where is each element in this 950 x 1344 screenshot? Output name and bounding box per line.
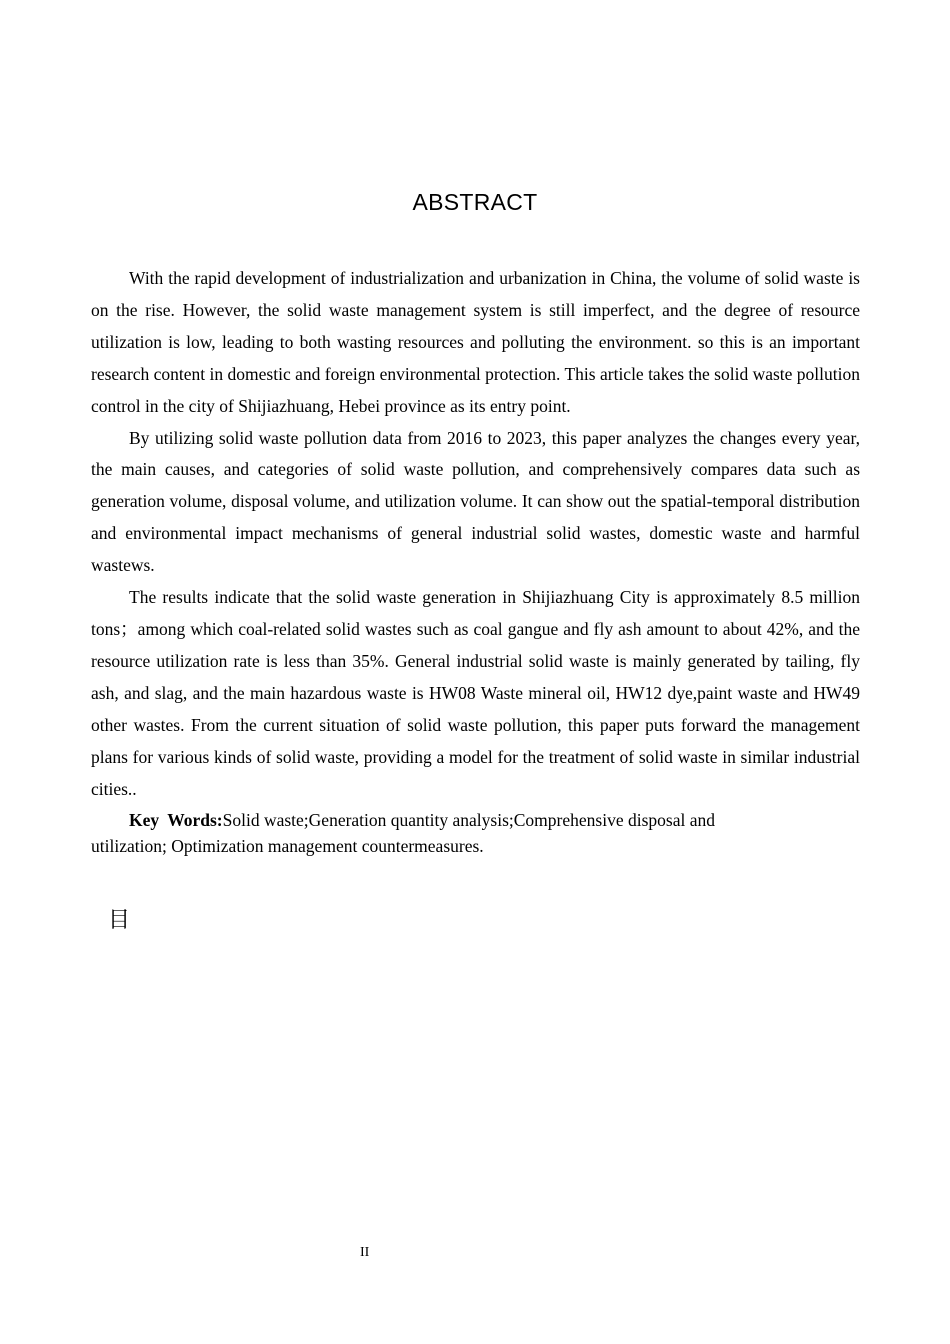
- abstract-paragraph-2: By utilizing solid waste pollution data from 2016 to 2023, this paper analyzes the changes every year, the main causes, and categories of solid waste pollution, and comprehensively compares data such as generation volume, disposal volume, and utilization volume. It can show out the spatial-temporal distribution and environmental impact mechanisms of general industrial solid wastes, domestic waste and harmful wastews.: [91, 427, 860, 576]
- table-of-contents-heading: 目: [108, 908, 131, 933]
- keywords-label: Key Words:: [129, 810, 223, 831]
- abstract-heading: ABSTRACT: [412, 189, 538, 215]
- abstract-paragraph-1: With the rapid development of industrialization and urbanization in China, the volume of solid waste is on the rise. However, the solid waste management system is still imperfect, and the degree of resource utilization is low, leading to both wasting resources and polluting the environment. so this is an important research content in domestic and foreign environmental protection. This article takes the solid waste pollution control in the city of Shijiazhuang, Hebei province as its entry point.: [91, 268, 860, 416]
- abstract-paragraph-3: The results indicate that the solid waste generation in Shijiazhuang City is approximately 8.5 million tons；among which coal-related solid wastes such as coal gangue and fly ash amount to about 42%, and the resource utilization rate is less than 35%. General industrial solid waste is mainly generated by tailing, fly ash, and slag, and the main hazardous waste is HW08 Waste mineral oil, HW12 dye,paint waste and HW49 other wastes. From the current situation of solid waste pollution, this paper puts forward the management plans for various kinds of solid waste, providing a model for the treatment of solid waste in similar industrial cities..: [91, 587, 860, 799]
- page-number: II: [360, 1245, 370, 1260]
- keywords-line: [91, 807, 860, 859]
- abstract-body: [91, 263, 860, 859]
- keywords-text: Solid waste;Generation quantity analysis;Comprehensive disposal and utilization; Optimization management countermeasures.: [91, 810, 715, 857]
